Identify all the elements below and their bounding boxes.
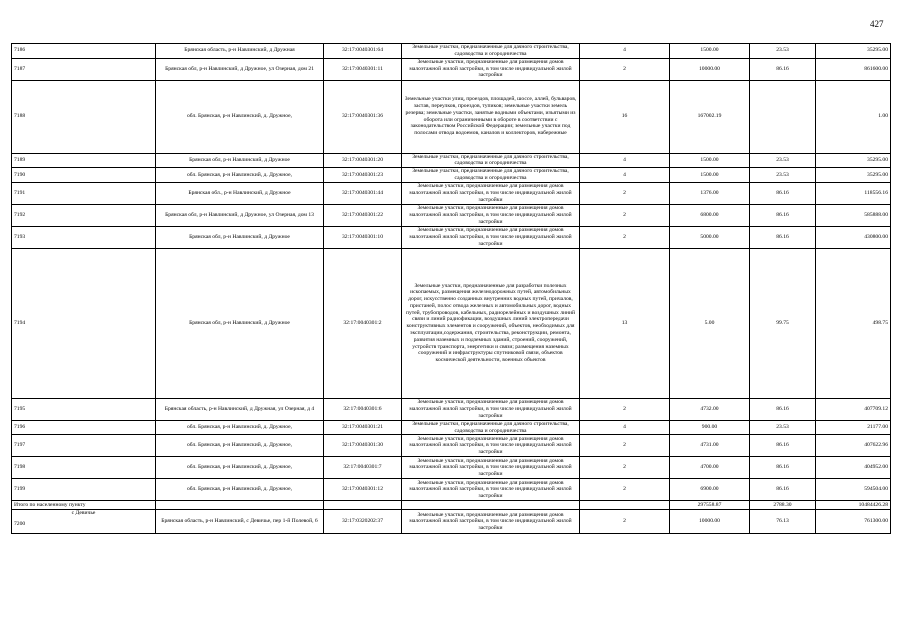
row-cadastral-number: 32:17:0040301:7 bbox=[324, 457, 402, 479]
register-body bbox=[12, 44, 891, 534]
row-cadastral-value: 404952.00 bbox=[816, 457, 891, 479]
row-rate: 86.16 bbox=[750, 435, 816, 457]
row-area: 10000.00 bbox=[670, 510, 750, 534]
row-address: обл. Брянская, р-н Навлинский, д. Дружное, bbox=[156, 420, 324, 435]
row-rate bbox=[750, 80, 816, 153]
table-row bbox=[12, 168, 891, 183]
row-rate: 86.16 bbox=[750, 226, 816, 248]
row-cadastral-value: 1.00 bbox=[816, 80, 891, 153]
row-category-code: 4 bbox=[580, 168, 670, 183]
row-category-code: 2 bbox=[580, 398, 670, 420]
row-area: 167002.19 bbox=[670, 80, 750, 153]
row-number: 7192 bbox=[12, 204, 156, 226]
section-label: с Девичье bbox=[71, 510, 96, 517]
row-land-category: Земельные участки, предназначенные для размещения домов малоэтажной жилой застройки, в том числе индивидуальной жилой застройки bbox=[402, 398, 580, 420]
row-area: 1500.00 bbox=[670, 168, 750, 183]
row-number: 7199 bbox=[12, 479, 156, 501]
row-rate: 23.53 bbox=[750, 44, 816, 59]
table-row bbox=[12, 226, 891, 248]
table-row bbox=[12, 204, 891, 226]
row-cadastral-value: 430800.00 bbox=[816, 226, 891, 248]
row-land-category: Земельные участки, предназначенные для размещения домов малоэтажной жилой застройки, в том числе индивидуальной жилой застройки bbox=[402, 58, 580, 80]
table-row bbox=[12, 510, 891, 534]
row-category-code: 13 bbox=[580, 248, 670, 398]
total-value: 10484426.28 bbox=[816, 501, 891, 510]
row-number: 7196 bbox=[12, 420, 156, 435]
row-category-code: 4 bbox=[580, 153, 670, 168]
row-cadastral-value: 407622.96 bbox=[816, 435, 891, 457]
row-address: обл. Брянская, р-н Навлинский, д. Дружное, bbox=[156, 435, 324, 457]
row-land-category: Земельные участки, предназначенные для дачного строительства, садоводства и огородничества bbox=[402, 153, 580, 168]
row-number bbox=[12, 510, 156, 534]
row-rate: 99.75 bbox=[750, 248, 816, 398]
total-empty-cell bbox=[402, 501, 580, 510]
row-cadastral-number: 32:17:0040301:20 bbox=[324, 153, 402, 168]
row-cadastral-value: 35295.00 bbox=[816, 153, 891, 168]
row-category-code: 2 bbox=[580, 479, 670, 501]
row-cadastral-number: 32:17:0040301:36 bbox=[324, 80, 402, 153]
row-address: Брянская обл., р-н Навлинский, д Дружное bbox=[156, 182, 324, 204]
row-category-code: 2 bbox=[580, 457, 670, 479]
land-register-table bbox=[11, 43, 891, 534]
row-category-code: 2 bbox=[580, 204, 670, 226]
row-number: 7195 bbox=[12, 398, 156, 420]
row-area: 1500.00 bbox=[670, 44, 750, 59]
row-address: обл. Брянская, р-н Навлинский, д. Дружное, bbox=[156, 80, 324, 153]
row-land-category: Земельные участки, предназначенные для размещения домов малоэтажной жилой застройки, в том числе индивидуальной жилой застройки bbox=[402, 479, 580, 501]
total-rate: 2788.30 bbox=[750, 501, 816, 510]
row-land-category: Земельные участки улиц, проездов, площадей, шоссе, аллей, бульваров, застав, переулков, проездов, тупиков; земельные участки земель резерва; земельные участки, занятые водными объектами, изъятыми из оборота или ограниченными в обороте в соответствии с законодательством Российской Федерации; земельные участки под полосами отвода водоемов, каналов и коллекторов, набережные bbox=[402, 80, 580, 153]
row-cadastral-value: 118556.16 bbox=[816, 182, 891, 204]
row-cadastral-number: 32:17:0320202:37 bbox=[324, 510, 402, 534]
table-row bbox=[12, 44, 891, 59]
row-rate: 86.16 bbox=[750, 457, 816, 479]
row-rate: 23.53 bbox=[750, 420, 816, 435]
row-rate: 86.16 bbox=[750, 182, 816, 204]
row-area: 1376.00 bbox=[670, 182, 750, 204]
row-rate: 86.16 bbox=[750, 398, 816, 420]
row-cadastral-number: 32:17:0040301:12 bbox=[324, 479, 402, 501]
row-area: 1500.00 bbox=[670, 153, 750, 168]
row-land-category: Земельные участки, предназначенные для дачного строительства, садоводства и огородничества bbox=[402, 168, 580, 183]
row-cadastral-value: 594504.00 bbox=[816, 479, 891, 501]
row-cadastral-number: 32:17:0040301:64 bbox=[324, 44, 402, 59]
row-cadastral-number: 32:17:0040301:10 bbox=[324, 226, 402, 248]
row-category-code: 4 bbox=[580, 420, 670, 435]
row-area: 5000.00 bbox=[670, 226, 750, 248]
total-empty-cell bbox=[156, 501, 324, 510]
table-row bbox=[12, 435, 891, 457]
row-number: 7197 bbox=[12, 435, 156, 457]
row-address: Брянская обл, р-н Навлинский, д Дружное bbox=[156, 226, 324, 248]
row-land-category: Земельные участки, предназначенные для размещения домов малоэтажной жилой застройки, в том числе индивидуальной жилой застройки bbox=[402, 457, 580, 479]
row-cadastral-value: 35295.00 bbox=[816, 168, 891, 183]
row-cadastral-number: 32:17:0040301:2 bbox=[324, 248, 402, 398]
row-rate: 76.13 bbox=[750, 510, 816, 534]
row-area: 10000.00 bbox=[670, 58, 750, 80]
row-rate: 86.16 bbox=[750, 58, 816, 80]
total-row bbox=[12, 501, 891, 510]
row-address: Брянская обл, р-н Навлинский, д Дружное bbox=[156, 248, 324, 398]
row-area: 5.00 bbox=[670, 248, 750, 398]
row-rate: 86.16 bbox=[750, 204, 816, 226]
row-area: 6800.00 bbox=[670, 204, 750, 226]
row-cadastral-number: 32:17:0040301:22 bbox=[324, 204, 402, 226]
row-number: 7190 bbox=[12, 168, 156, 183]
row-category-code: 2 bbox=[580, 510, 670, 534]
row-category-code: 2 bbox=[580, 435, 670, 457]
row-address: обл. Брянская, р-н Навлинский, д. Дружное, bbox=[156, 479, 324, 501]
row-number: 7188 bbox=[12, 80, 156, 153]
row-land-category: Земельные участки, предназначенные для размещения домов малоэтажной жилой застройки, в том числе индивидуальной жилой застройки bbox=[402, 226, 580, 248]
row-address: обл. Брянская, р-н Навлинский, д. Дружное, bbox=[156, 457, 324, 479]
row-area: 4732.00 bbox=[670, 398, 750, 420]
row-cadastral-value: 861600.00 bbox=[816, 58, 891, 80]
row-cadastral-number: 32:17:0040301:23 bbox=[324, 168, 402, 183]
page-number: 427 bbox=[870, 19, 884, 29]
row-cadastral-number: 32:17:0040301:30 bbox=[324, 435, 402, 457]
row-address: Брянская область, р-н Навлинский, с Девичье, пер 1-й Полевой, 6 bbox=[156, 510, 324, 534]
row-category-code: 4 bbox=[580, 44, 670, 59]
row-cadastral-value: 407709.12 bbox=[816, 398, 891, 420]
row-address: Брянская область, р-н Навлинский, д Дружная bbox=[156, 44, 324, 59]
total-area: 297558.87 bbox=[670, 501, 750, 510]
row-cadastral-number: 32:17:0040301:44 bbox=[324, 182, 402, 204]
total-label: Итого по населенному пункту bbox=[12, 501, 156, 510]
table-row bbox=[12, 248, 891, 398]
table-row bbox=[12, 420, 891, 435]
row-land-category: Земельные участки, предназначенные для дачного строительства, садоводства и огородничества bbox=[402, 44, 580, 59]
row-category-code: 2 bbox=[580, 182, 670, 204]
row-address: Брянская область, р-н Навлинский, д Дружная, ул Озерная, д 4 bbox=[156, 398, 324, 420]
table-row bbox=[12, 153, 891, 168]
row-land-category: Земельные участки, предназначенные для размещения домов малоэтажной жилой застройки, в том числе индивидуальной жилой застройки bbox=[402, 510, 580, 534]
row-cadastral-value: 21177.00 bbox=[816, 420, 891, 435]
row-cadastral-value: 35295.00 bbox=[816, 44, 891, 59]
row-area: 4731.00 bbox=[670, 435, 750, 457]
row-number: 7194 bbox=[12, 248, 156, 398]
row-cadastral-number: 32:17:0040301:6 bbox=[324, 398, 402, 420]
row-cadastral-value: 498.75 bbox=[816, 248, 891, 398]
row-rate: 23.53 bbox=[750, 153, 816, 168]
row-number: 7187 bbox=[12, 58, 156, 80]
row-address: Брянская обл, р-н Навлинский, д Дружное, ул Озерная, дом 13 bbox=[156, 204, 324, 226]
row-number: 7200 bbox=[14, 521, 26, 528]
row-number: 7191 bbox=[12, 182, 156, 204]
row-land-category: Земельные участки, предназначенные для дачного строительства, садоводства и огородничества bbox=[402, 420, 580, 435]
table-row bbox=[12, 80, 891, 153]
row-address: Брянская обл, р-н Навлинский, д Дружное bbox=[156, 153, 324, 168]
row-area: 6900.00 bbox=[670, 479, 750, 501]
table-row bbox=[12, 457, 891, 479]
row-number: 7198 bbox=[12, 457, 156, 479]
total-empty-cell bbox=[324, 501, 402, 510]
table-row bbox=[12, 182, 891, 204]
row-address: Брянская обл, р-н Навлинский, д Дружное, ул Озерная, дом 21 bbox=[156, 58, 324, 80]
row-category-code: 2 bbox=[580, 58, 670, 80]
row-cadastral-number: 32:17:0040301:21 bbox=[324, 420, 402, 435]
row-address: обл. Брянская, р-н Навлинский, д. Дружное, bbox=[156, 168, 324, 183]
table-row bbox=[12, 58, 891, 80]
row-cadastral-number: 32:17:0040301:11 bbox=[324, 58, 402, 80]
table-row bbox=[12, 479, 891, 501]
row-rate: 86.16 bbox=[750, 479, 816, 501]
row-cadastral-value: 585888.00 bbox=[816, 204, 891, 226]
row-land-category: Земельные участки, предназначенные для разработки полезных ископаемых, размещения железнодорожных путей, автомобильных дорог, искусственно созданных внутренних водных путей, причалов, пристаней, полос отвода железных и автомобильных дорог, водных путей, трубопроводов, кабельных, радиорелейных и воздушных линий связи и линий радиофикации, воздушных линий электропередачи конструктивных элементов и сооружений, объектов, необходимых для эксплуатации,содержания, строительства, реконструкции, ремонта, развития наземных и подземных зданий, строений, сооружений, устройств транспорта, энергетики и связи; размещения наземных сооружений и инфраструктуры спутниковой связи, объектов космической деятельности, военных объектов bbox=[402, 248, 580, 398]
row-area: 4700.00 bbox=[670, 457, 750, 479]
row-rate: 23.53 bbox=[750, 168, 816, 183]
row-category-code: 2 bbox=[580, 226, 670, 248]
row-category-code: 16 bbox=[580, 80, 670, 153]
table-row bbox=[12, 398, 891, 420]
total-empty-cell bbox=[580, 501, 670, 510]
row-land-category: Земельные участки, предназначенные для размещения домов малоэтажной жилой застройки, в том числе индивидуальной жилой застройки bbox=[402, 182, 580, 204]
row-land-category: Земельные участки, предназначенные для размещения домов малоэтажной жилой застройки, в том числе индивидуальной жилой застройки bbox=[402, 204, 580, 226]
row-number: 7193 bbox=[12, 226, 156, 248]
row-land-category: Земельные участки, предназначенные для размещения домов малоэтажной жилой застройки, в том числе индивидуальной жилой застройки bbox=[402, 435, 580, 457]
row-cadastral-value: 761300.00 bbox=[816, 510, 891, 534]
row-number: 7189 bbox=[12, 153, 156, 168]
row-number: 7186 bbox=[12, 44, 156, 59]
row-area: 900.00 bbox=[670, 420, 750, 435]
